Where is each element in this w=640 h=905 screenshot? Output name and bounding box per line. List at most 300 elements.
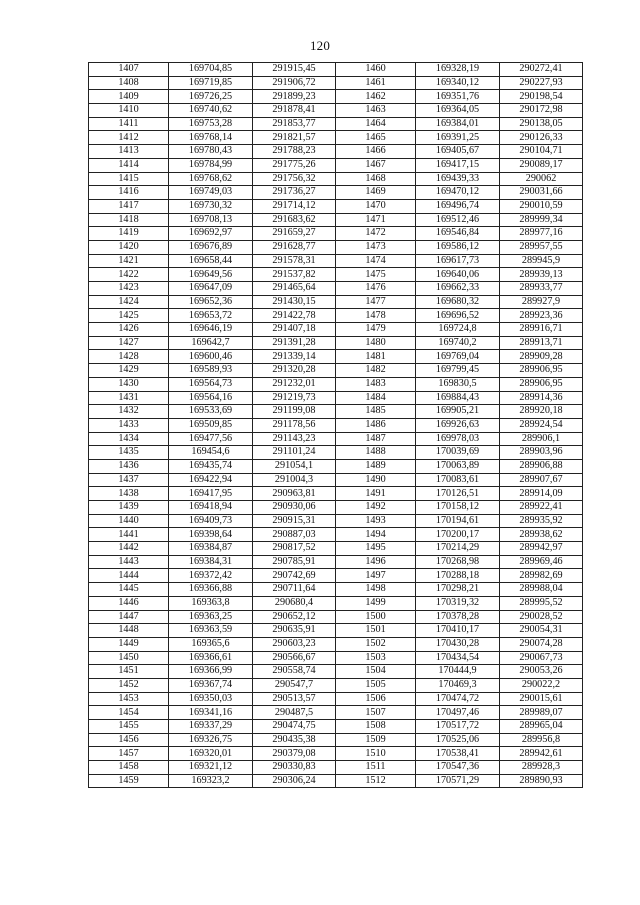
point-number-right: 1507 bbox=[336, 706, 416, 720]
y-coordinate-left: 291320,28 bbox=[253, 364, 336, 378]
y-coordinate-right: 289999,34 bbox=[500, 213, 583, 227]
y-coordinate-right: 290054,31 bbox=[500, 624, 583, 638]
y-coordinate-right: 290089,17 bbox=[500, 158, 583, 172]
table-row bbox=[89, 774, 583, 788]
table-row bbox=[89, 131, 583, 145]
x-coordinate-left: 169652,36 bbox=[169, 295, 253, 309]
y-coordinate-right: 289903,96 bbox=[500, 446, 583, 460]
table-row bbox=[89, 254, 583, 268]
x-coordinate-left: 169749,03 bbox=[169, 186, 253, 200]
y-coordinate-right: 289989,07 bbox=[500, 706, 583, 720]
table-row bbox=[89, 706, 583, 720]
x-coordinate-left: 169784,99 bbox=[169, 158, 253, 172]
point-number-right: 1480 bbox=[336, 336, 416, 350]
point-number-right: 1478 bbox=[336, 309, 416, 323]
table-row bbox=[89, 295, 583, 309]
point-number-left: 1442 bbox=[89, 542, 169, 556]
y-coordinate-right: 289956,8 bbox=[500, 733, 583, 747]
point-number-left: 1440 bbox=[89, 514, 169, 528]
x-coordinate-right: 169391,25 bbox=[416, 131, 500, 145]
y-coordinate-left: 291756,32 bbox=[253, 172, 336, 186]
point-number-left: 1425 bbox=[89, 309, 169, 323]
y-coordinate-left: 290487,5 bbox=[253, 706, 336, 720]
x-coordinate-right: 169328,19 bbox=[416, 63, 500, 77]
table-row bbox=[89, 172, 583, 186]
point-number-right: 1488 bbox=[336, 446, 416, 460]
point-number-right: 1461 bbox=[336, 76, 416, 90]
point-number-left: 1415 bbox=[89, 172, 169, 186]
x-coordinate-left: 169363,25 bbox=[169, 610, 253, 624]
y-coordinate-left: 290558,74 bbox=[253, 665, 336, 679]
y-coordinate-right: 290028,52 bbox=[500, 610, 583, 624]
x-coordinate-right: 169769,04 bbox=[416, 350, 500, 364]
table-row bbox=[89, 487, 583, 501]
x-coordinate-right: 170126,51 bbox=[416, 487, 500, 501]
y-coordinate-right: 290015,61 bbox=[500, 692, 583, 706]
x-coordinate-right: 170268,98 bbox=[416, 555, 500, 569]
point-number-right: 1467 bbox=[336, 158, 416, 172]
point-number-left: 1428 bbox=[89, 350, 169, 364]
table-row bbox=[89, 637, 583, 651]
point-number-left: 1430 bbox=[89, 377, 169, 391]
y-coordinate-right: 289965,04 bbox=[500, 720, 583, 734]
x-coordinate-left: 169366,88 bbox=[169, 583, 253, 597]
point-number-left: 1454 bbox=[89, 706, 169, 720]
x-coordinate-right: 170474,72 bbox=[416, 692, 500, 706]
point-number-right: 1502 bbox=[336, 637, 416, 651]
point-number-right: 1466 bbox=[336, 145, 416, 159]
y-coordinate-right: 289916,71 bbox=[500, 323, 583, 337]
point-number-left: 1444 bbox=[89, 569, 169, 583]
y-coordinate-left: 291407,18 bbox=[253, 323, 336, 337]
x-coordinate-left: 169367,74 bbox=[169, 678, 253, 692]
y-coordinate-left: 291736,27 bbox=[253, 186, 336, 200]
y-coordinate-right: 289938,62 bbox=[500, 528, 583, 542]
y-coordinate-left: 291899,23 bbox=[253, 90, 336, 104]
y-coordinate-left: 290513,57 bbox=[253, 692, 336, 706]
y-coordinate-left: 291788,23 bbox=[253, 145, 336, 159]
y-coordinate-left: 290711,64 bbox=[253, 583, 336, 597]
table-row bbox=[89, 405, 583, 419]
x-coordinate-left: 169649,56 bbox=[169, 268, 253, 282]
table-row bbox=[89, 473, 583, 487]
y-coordinate-right: 289988,04 bbox=[500, 583, 583, 597]
point-number-left: 1410 bbox=[89, 104, 169, 118]
table-row bbox=[89, 268, 583, 282]
point-number-left: 1452 bbox=[89, 678, 169, 692]
point-number-left: 1418 bbox=[89, 213, 169, 227]
y-coordinate-right: 289945,9 bbox=[500, 254, 583, 268]
point-number-right: 1472 bbox=[336, 227, 416, 241]
point-number-right: 1483 bbox=[336, 377, 416, 391]
x-coordinate-left: 169564,73 bbox=[169, 377, 253, 391]
y-coordinate-right: 289906,1 bbox=[500, 432, 583, 446]
x-coordinate-right: 170158,12 bbox=[416, 501, 500, 515]
x-coordinate-right: 169617,73 bbox=[416, 254, 500, 268]
y-coordinate-right: 289935,92 bbox=[500, 514, 583, 528]
point-number-left: 1449 bbox=[89, 637, 169, 651]
point-number-right: 1484 bbox=[336, 391, 416, 405]
point-number-right: 1471 bbox=[336, 213, 416, 227]
point-number-left: 1448 bbox=[89, 624, 169, 638]
point-number-left: 1419 bbox=[89, 227, 169, 241]
x-coordinate-left: 169384,31 bbox=[169, 555, 253, 569]
x-coordinate-right: 169978,03 bbox=[416, 432, 500, 446]
y-coordinate-right: 290053,26 bbox=[500, 665, 583, 679]
y-coordinate-right: 289923,36 bbox=[500, 309, 583, 323]
x-coordinate-left: 169740,62 bbox=[169, 104, 253, 118]
point-number-right: 1491 bbox=[336, 487, 416, 501]
x-coordinate-right: 169926,63 bbox=[416, 418, 500, 432]
table-row bbox=[89, 596, 583, 610]
y-coordinate-left: 290963,81 bbox=[253, 487, 336, 501]
point-number-right: 1497 bbox=[336, 569, 416, 583]
x-coordinate-right: 169799,45 bbox=[416, 364, 500, 378]
table-row bbox=[89, 501, 583, 515]
y-coordinate-right: 289928,3 bbox=[500, 761, 583, 775]
y-coordinate-left: 290435,38 bbox=[253, 733, 336, 747]
y-coordinate-left: 290817,52 bbox=[253, 542, 336, 556]
point-number-left: 1435 bbox=[89, 446, 169, 460]
x-coordinate-left: 169726,25 bbox=[169, 90, 253, 104]
point-number-left: 1453 bbox=[89, 692, 169, 706]
point-number-right: 1479 bbox=[336, 323, 416, 337]
y-coordinate-left: 290306,24 bbox=[253, 774, 336, 788]
y-coordinate-right: 289922,41 bbox=[500, 501, 583, 515]
y-coordinate-right: 289924,54 bbox=[500, 418, 583, 432]
x-coordinate-right: 169405,67 bbox=[416, 145, 500, 159]
point-number-left: 1455 bbox=[89, 720, 169, 734]
point-number-left: 1426 bbox=[89, 323, 169, 337]
point-number-right: 1508 bbox=[336, 720, 416, 734]
point-number-right: 1492 bbox=[336, 501, 416, 515]
y-coordinate-right: 289939,13 bbox=[500, 268, 583, 282]
point-number-right: 1496 bbox=[336, 555, 416, 569]
y-coordinate-right: 290022,2 bbox=[500, 678, 583, 692]
point-number-right: 1504 bbox=[336, 665, 416, 679]
x-coordinate-left: 169646,19 bbox=[169, 323, 253, 337]
x-coordinate-left: 169350,03 bbox=[169, 692, 253, 706]
point-number-right: 1506 bbox=[336, 692, 416, 706]
point-number-left: 1422 bbox=[89, 268, 169, 282]
point-number-right: 1487 bbox=[336, 432, 416, 446]
table-row bbox=[89, 213, 583, 227]
point-number-right: 1470 bbox=[336, 199, 416, 213]
x-coordinate-left: 169768,14 bbox=[169, 131, 253, 145]
y-coordinate-right: 289914,09 bbox=[500, 487, 583, 501]
table-row bbox=[89, 720, 583, 734]
y-coordinate-right: 290126,33 bbox=[500, 131, 583, 145]
table-row bbox=[89, 542, 583, 556]
point-number-right: 1494 bbox=[336, 528, 416, 542]
point-number-left: 1411 bbox=[89, 117, 169, 131]
y-coordinate-right: 289906,95 bbox=[500, 377, 583, 391]
point-number-right: 1501 bbox=[336, 624, 416, 638]
table-row bbox=[89, 446, 583, 460]
point-number-right: 1489 bbox=[336, 459, 416, 473]
x-coordinate-right: 169905,21 bbox=[416, 405, 500, 419]
x-coordinate-right: 169662,33 bbox=[416, 282, 500, 296]
x-coordinate-left: 169642,7 bbox=[169, 336, 253, 350]
y-coordinate-left: 291578,31 bbox=[253, 254, 336, 268]
x-coordinate-left: 169366,61 bbox=[169, 651, 253, 665]
y-coordinate-right: 289890,93 bbox=[500, 774, 583, 788]
x-coordinate-left: 169509,85 bbox=[169, 418, 253, 432]
x-coordinate-left: 169600,46 bbox=[169, 350, 253, 364]
y-coordinate-right: 290138,05 bbox=[500, 117, 583, 131]
y-coordinate-right: 289927,9 bbox=[500, 295, 583, 309]
table-row bbox=[89, 569, 583, 583]
y-coordinate-left: 291422,78 bbox=[253, 309, 336, 323]
point-number-right: 1495 bbox=[336, 542, 416, 556]
x-coordinate-right: 170319,32 bbox=[416, 596, 500, 610]
x-coordinate-right: 169351,76 bbox=[416, 90, 500, 104]
point-number-left: 1433 bbox=[89, 418, 169, 432]
point-number-right: 1512 bbox=[336, 774, 416, 788]
x-coordinate-right: 169884,43 bbox=[416, 391, 500, 405]
point-number-left: 1450 bbox=[89, 651, 169, 665]
table-row bbox=[89, 309, 583, 323]
point-number-left: 1432 bbox=[89, 405, 169, 419]
x-coordinate-right: 169830,5 bbox=[416, 377, 500, 391]
x-coordinate-left: 169323,2 bbox=[169, 774, 253, 788]
x-coordinate-left: 169341,16 bbox=[169, 706, 253, 720]
y-coordinate-left: 291821,57 bbox=[253, 131, 336, 145]
y-coordinate-left: 291101,24 bbox=[253, 446, 336, 460]
y-coordinate-left: 290680,4 bbox=[253, 596, 336, 610]
x-coordinate-right: 169364,05 bbox=[416, 104, 500, 118]
y-coordinate-right: 290272,41 bbox=[500, 63, 583, 77]
point-number-left: 1436 bbox=[89, 459, 169, 473]
x-coordinate-right: 169340,12 bbox=[416, 76, 500, 90]
x-coordinate-right: 169546,84 bbox=[416, 227, 500, 241]
x-coordinate-right: 169740,2 bbox=[416, 336, 500, 350]
table-row bbox=[89, 665, 583, 679]
point-number-right: 1468 bbox=[336, 172, 416, 186]
y-coordinate-left: 290635,91 bbox=[253, 624, 336, 638]
point-number-left: 1407 bbox=[89, 63, 169, 77]
y-coordinate-right: 290067,73 bbox=[500, 651, 583, 665]
table-row bbox=[89, 733, 583, 747]
x-coordinate-right: 169696,52 bbox=[416, 309, 500, 323]
point-number-left: 1456 bbox=[89, 733, 169, 747]
x-coordinate-left: 169589,93 bbox=[169, 364, 253, 378]
table-row bbox=[89, 227, 583, 241]
table-row bbox=[89, 583, 583, 597]
table-row bbox=[89, 282, 583, 296]
y-coordinate-right: 289933,77 bbox=[500, 282, 583, 296]
y-coordinate-right: 289909,28 bbox=[500, 350, 583, 364]
x-coordinate-right: 170083,61 bbox=[416, 473, 500, 487]
point-number-left: 1427 bbox=[89, 336, 169, 350]
coordinates-table-body bbox=[89, 63, 583, 788]
y-coordinate-left: 291659,27 bbox=[253, 227, 336, 241]
y-coordinate-left: 290742,69 bbox=[253, 569, 336, 583]
y-coordinate-right: 290227,93 bbox=[500, 76, 583, 90]
table-row bbox=[89, 391, 583, 405]
y-coordinate-right: 289920,18 bbox=[500, 405, 583, 419]
y-coordinate-left: 291391,28 bbox=[253, 336, 336, 350]
x-coordinate-left: 169337,29 bbox=[169, 720, 253, 734]
x-coordinate-right: 169496,74 bbox=[416, 199, 500, 213]
x-coordinate-left: 169653,72 bbox=[169, 309, 253, 323]
x-coordinate-right: 169470,12 bbox=[416, 186, 500, 200]
y-coordinate-left: 291465,64 bbox=[253, 282, 336, 296]
point-number-right: 1469 bbox=[336, 186, 416, 200]
x-coordinate-right: 170200,17 bbox=[416, 528, 500, 542]
point-number-left: 1429 bbox=[89, 364, 169, 378]
x-coordinate-right: 170469,3 bbox=[416, 678, 500, 692]
point-number-right: 1476 bbox=[336, 282, 416, 296]
y-coordinate-left: 291339,14 bbox=[253, 350, 336, 364]
x-coordinate-right: 170194,61 bbox=[416, 514, 500, 528]
table-row bbox=[89, 555, 583, 569]
point-number-right: 1463 bbox=[336, 104, 416, 118]
x-coordinate-left: 169363,8 bbox=[169, 596, 253, 610]
x-coordinate-right: 169417,15 bbox=[416, 158, 500, 172]
y-coordinate-left: 291878,41 bbox=[253, 104, 336, 118]
x-coordinate-left: 169730,32 bbox=[169, 199, 253, 213]
y-coordinate-left: 291628,77 bbox=[253, 240, 336, 254]
x-coordinate-left: 169409,73 bbox=[169, 514, 253, 528]
table-row bbox=[89, 610, 583, 624]
point-number-right: 1464 bbox=[336, 117, 416, 131]
y-coordinate-left: 290603,23 bbox=[253, 637, 336, 651]
x-coordinate-left: 169780,43 bbox=[169, 145, 253, 159]
x-coordinate-left: 169719,85 bbox=[169, 76, 253, 90]
table-row bbox=[89, 692, 583, 706]
x-coordinate-left: 169417,95 bbox=[169, 487, 253, 501]
x-coordinate-right: 170214,29 bbox=[416, 542, 500, 556]
table-row bbox=[89, 651, 583, 665]
y-coordinate-left: 290887,03 bbox=[253, 528, 336, 542]
table-row bbox=[89, 63, 583, 77]
point-number-right: 1481 bbox=[336, 350, 416, 364]
page-number: 120 bbox=[309, 38, 331, 53]
table-row bbox=[89, 747, 583, 761]
table-row bbox=[89, 432, 583, 446]
point-number-right: 1486 bbox=[336, 418, 416, 432]
table-row bbox=[89, 90, 583, 104]
y-coordinate-right: 290031,66 bbox=[500, 186, 583, 200]
y-coordinate-right: 289969,46 bbox=[500, 555, 583, 569]
x-coordinate-left: 169708,13 bbox=[169, 213, 253, 227]
table-row bbox=[89, 76, 583, 90]
x-coordinate-left: 169365,6 bbox=[169, 637, 253, 651]
x-coordinate-right: 170497,46 bbox=[416, 706, 500, 720]
point-number-left: 1443 bbox=[89, 555, 169, 569]
y-coordinate-right: 289907,67 bbox=[500, 473, 583, 487]
point-number-right: 1477 bbox=[336, 295, 416, 309]
y-coordinate-left: 291143,23 bbox=[253, 432, 336, 446]
coordinates-table bbox=[88, 62, 583, 788]
point-number-right: 1482 bbox=[336, 364, 416, 378]
point-number-left: 1446 bbox=[89, 596, 169, 610]
point-number-left: 1438 bbox=[89, 487, 169, 501]
y-coordinate-left: 291714,12 bbox=[253, 199, 336, 213]
x-coordinate-left: 169366,99 bbox=[169, 665, 253, 679]
table-row bbox=[89, 514, 583, 528]
x-coordinate-left: 169477,56 bbox=[169, 432, 253, 446]
y-coordinate-left: 290474,75 bbox=[253, 720, 336, 734]
x-coordinate-right: 170517,72 bbox=[416, 720, 500, 734]
point-number-right: 1498 bbox=[336, 583, 416, 597]
x-coordinate-left: 169418,94 bbox=[169, 501, 253, 515]
y-coordinate-left: 291178,56 bbox=[253, 418, 336, 432]
y-coordinate-left: 291004,3 bbox=[253, 473, 336, 487]
table-row bbox=[89, 761, 583, 775]
table-row bbox=[89, 240, 583, 254]
point-number-right: 1503 bbox=[336, 651, 416, 665]
y-coordinate-left: 291537,82 bbox=[253, 268, 336, 282]
y-coordinate-right: 289942,61 bbox=[500, 747, 583, 761]
x-coordinate-right: 170571,29 bbox=[416, 774, 500, 788]
x-coordinate-left: 169435,74 bbox=[169, 459, 253, 473]
x-coordinate-right: 169680,32 bbox=[416, 295, 500, 309]
y-coordinate-left: 291054,1 bbox=[253, 459, 336, 473]
x-coordinate-left: 169564,16 bbox=[169, 391, 253, 405]
x-coordinate-right: 169640,06 bbox=[416, 268, 500, 282]
x-coordinate-right: 170434,54 bbox=[416, 651, 500, 665]
x-coordinate-left: 169384,87 bbox=[169, 542, 253, 556]
x-coordinate-right: 170547,36 bbox=[416, 761, 500, 775]
y-coordinate-left: 290930,06 bbox=[253, 501, 336, 515]
point-number-right: 1510 bbox=[336, 747, 416, 761]
table-row bbox=[89, 158, 583, 172]
point-number-left: 1408 bbox=[89, 76, 169, 90]
point-number-left: 1414 bbox=[89, 158, 169, 172]
point-number-left: 1417 bbox=[89, 199, 169, 213]
x-coordinate-right: 170444,9 bbox=[416, 665, 500, 679]
y-coordinate-right: 289913,71 bbox=[500, 336, 583, 350]
point-number-right: 1493 bbox=[336, 514, 416, 528]
x-coordinate-right: 169439,33 bbox=[416, 172, 500, 186]
x-coordinate-left: 169363,59 bbox=[169, 624, 253, 638]
y-coordinate-right: 289942,97 bbox=[500, 542, 583, 556]
point-number-right: 1511 bbox=[336, 761, 416, 775]
y-coordinate-left: 291430,15 bbox=[253, 295, 336, 309]
y-coordinate-right: 289982,69 bbox=[500, 569, 583, 583]
x-coordinate-right: 170430,28 bbox=[416, 637, 500, 651]
y-coordinate-left: 290785,91 bbox=[253, 555, 336, 569]
point-number-left: 1459 bbox=[89, 774, 169, 788]
y-coordinate-right: 290074,28 bbox=[500, 637, 583, 651]
y-coordinate-right: 289957,55 bbox=[500, 240, 583, 254]
y-coordinate-left: 290915,31 bbox=[253, 514, 336, 528]
point-number-right: 1473 bbox=[336, 240, 416, 254]
point-number-left: 1458 bbox=[89, 761, 169, 775]
table-row bbox=[89, 377, 583, 391]
x-coordinate-left: 169454,6 bbox=[169, 446, 253, 460]
y-coordinate-right: 290062 bbox=[500, 172, 583, 186]
x-coordinate-right: 169586,12 bbox=[416, 240, 500, 254]
table-row bbox=[89, 117, 583, 131]
x-coordinate-right: 169512,46 bbox=[416, 213, 500, 227]
y-coordinate-left: 291219,73 bbox=[253, 391, 336, 405]
table-row bbox=[89, 199, 583, 213]
y-coordinate-right: 290172,98 bbox=[500, 104, 583, 118]
point-number-left: 1424 bbox=[89, 295, 169, 309]
point-number-left: 1434 bbox=[89, 432, 169, 446]
x-coordinate-left: 169704,85 bbox=[169, 63, 253, 77]
point-number-right: 1460 bbox=[336, 63, 416, 77]
x-coordinate-left: 169647,09 bbox=[169, 282, 253, 296]
y-coordinate-left: 291775,26 bbox=[253, 158, 336, 172]
x-coordinate-right: 169724,8 bbox=[416, 323, 500, 337]
y-coordinate-left: 290652,12 bbox=[253, 610, 336, 624]
point-number-left: 1441 bbox=[89, 528, 169, 542]
x-coordinate-right: 170378,28 bbox=[416, 610, 500, 624]
